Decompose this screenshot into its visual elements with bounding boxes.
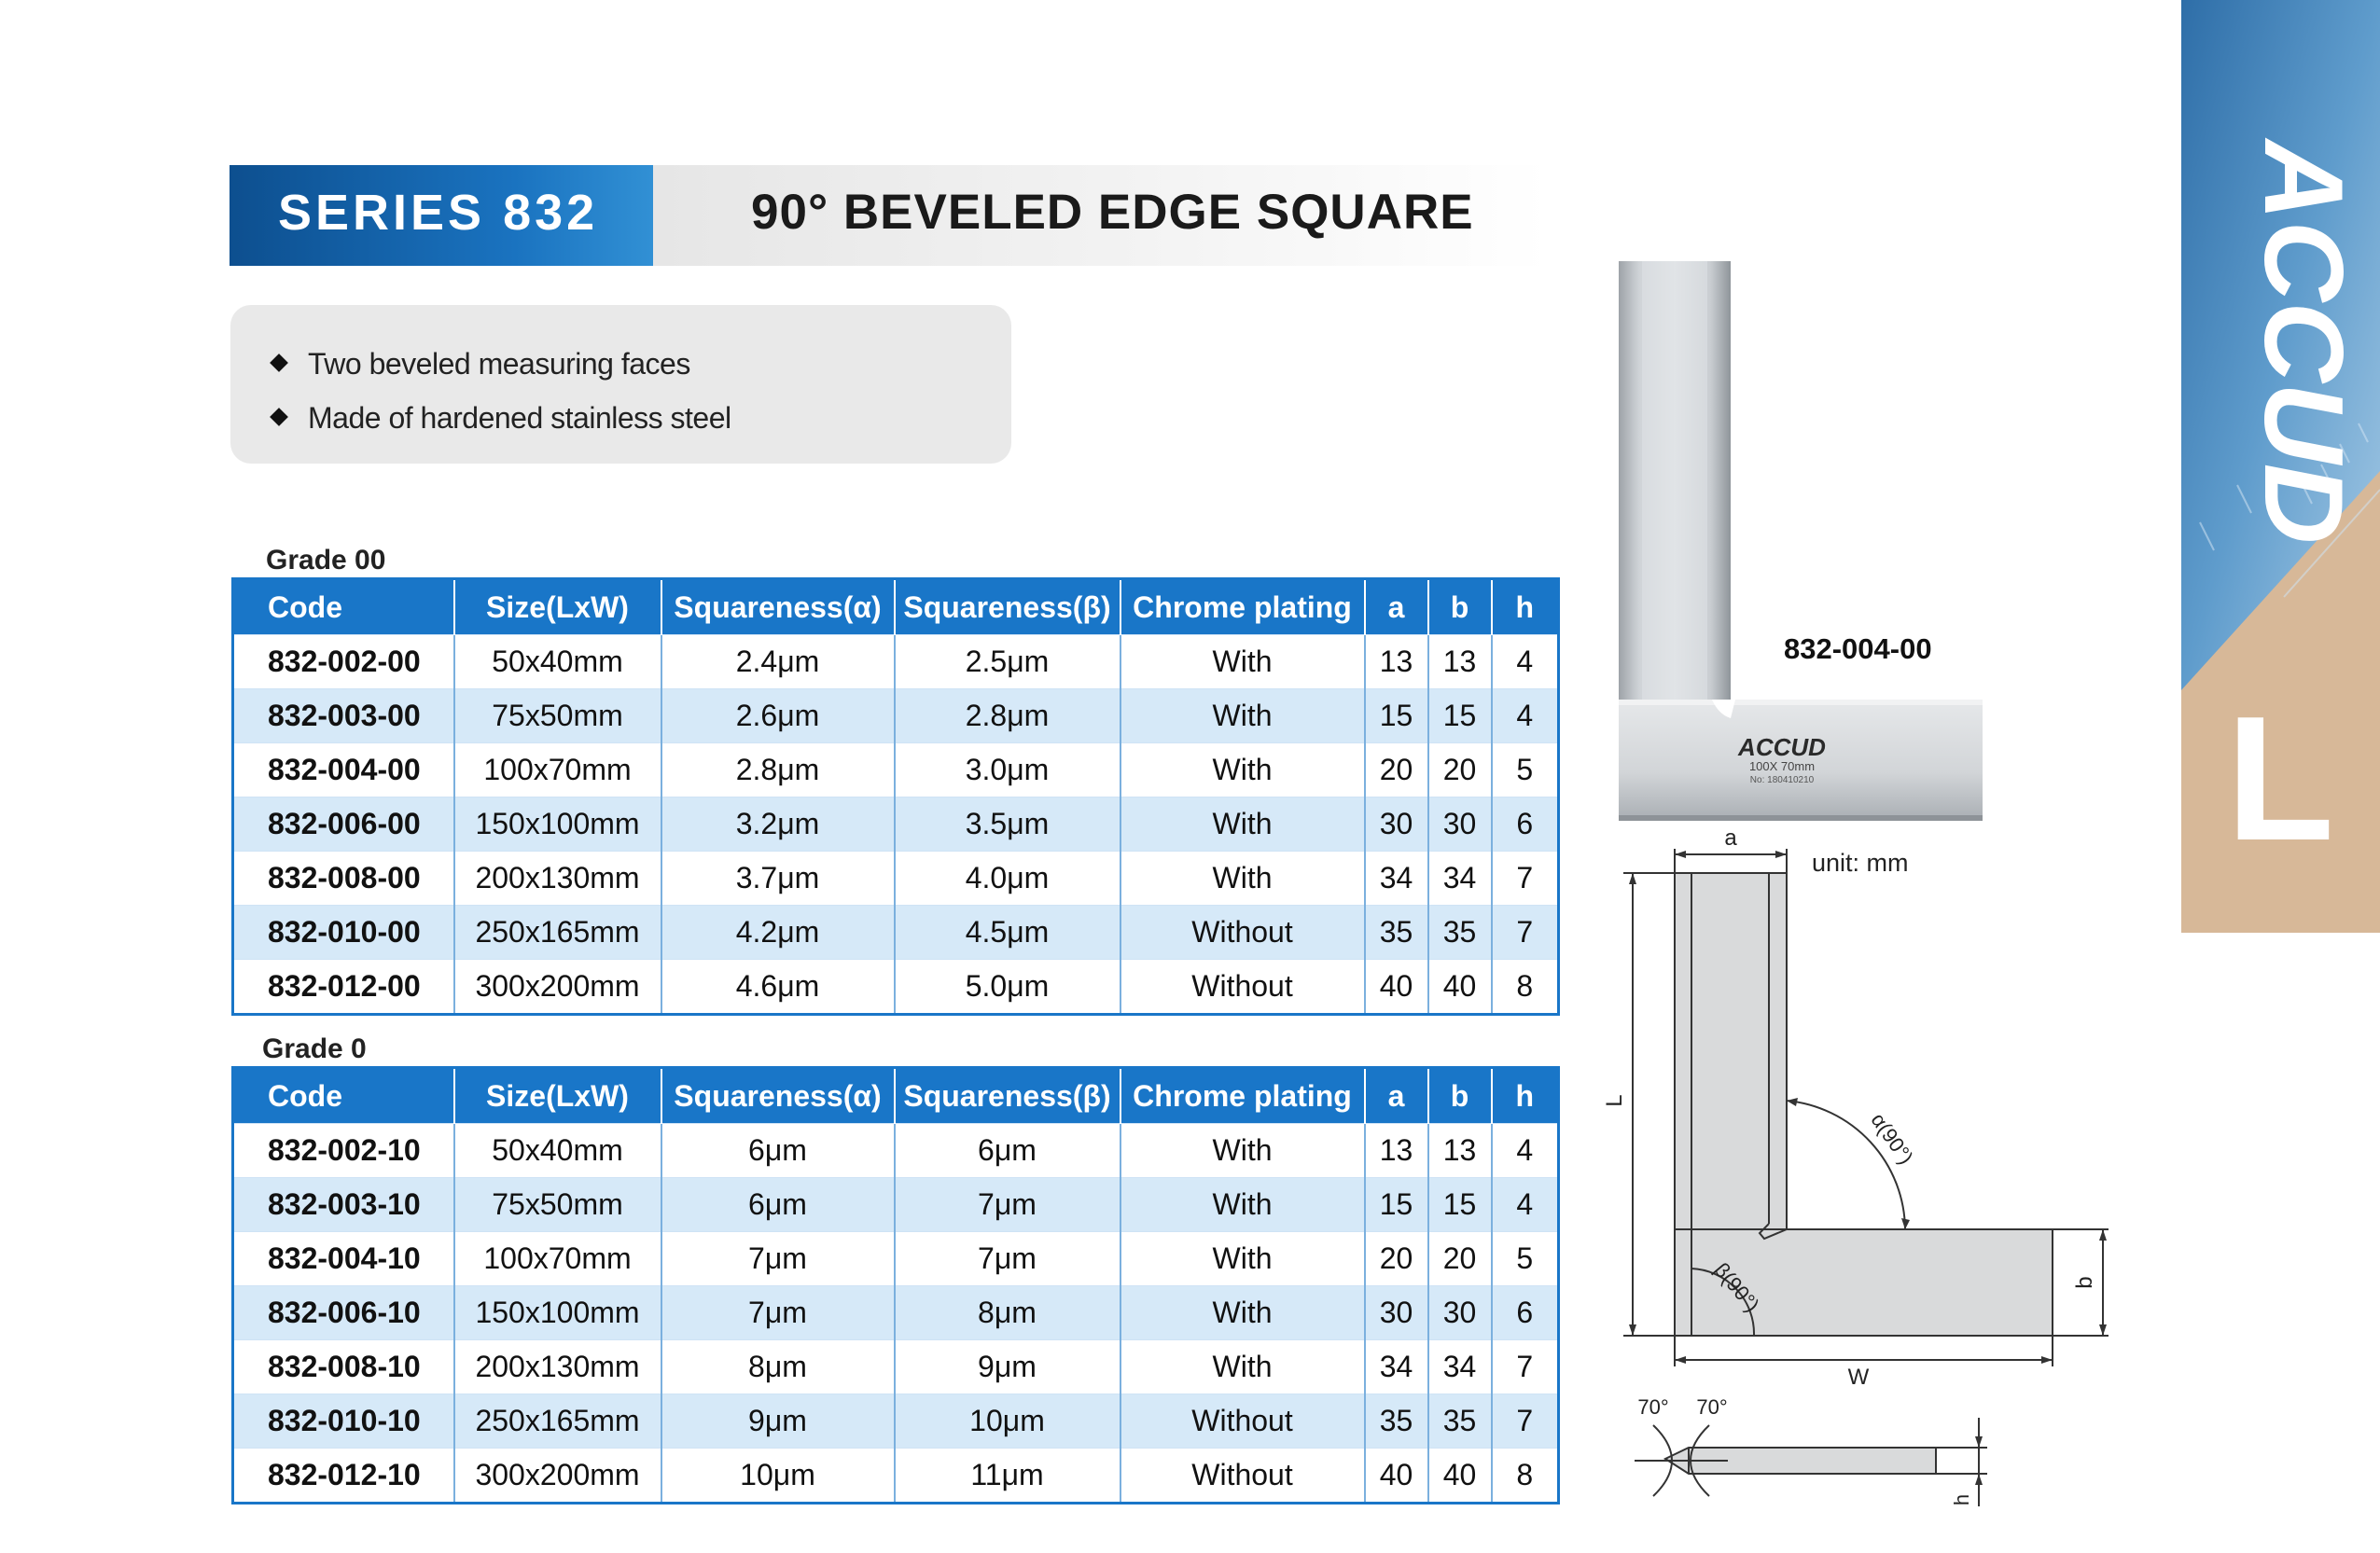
cell-squareness-beta: 2.5μm xyxy=(895,635,1120,689)
cell-dim-b: 20 xyxy=(1428,743,1492,797)
alpha-angle-label: α(90°) xyxy=(1866,1108,1918,1169)
column-header-squareness-beta: Squareness(β) xyxy=(895,1068,1120,1124)
cell-dim-b: 13 xyxy=(1428,635,1492,689)
table-row xyxy=(233,635,1559,689)
engraving-brand: ACCUD xyxy=(1738,733,1826,761)
cell-code: 832-003-00 xyxy=(233,689,454,743)
cell-chrome-plating: Without xyxy=(1120,906,1365,960)
cell-dim-h: 5 xyxy=(1492,1232,1559,1286)
cell-dim-b: 20 xyxy=(1428,1232,1492,1286)
cell-dim-h: 8 xyxy=(1492,960,1559,1015)
cell-chrome-plating: With xyxy=(1120,1178,1365,1232)
cell-squareness-beta: 10μm xyxy=(895,1394,1120,1449)
cell-size: 50x40mm xyxy=(454,1124,661,1178)
cell-dim-a: 35 xyxy=(1365,1394,1428,1449)
cell-dim-h: 7 xyxy=(1492,852,1559,906)
cell-chrome-plating: Without xyxy=(1120,960,1365,1015)
cell-squareness-beta: 9μm xyxy=(895,1340,1120,1394)
column-header-squareness-beta: Squareness(β) xyxy=(895,579,1120,635)
cell-dim-b: 40 xyxy=(1428,1449,1492,1504)
table-row xyxy=(233,1178,1559,1232)
cell-dim-a: 30 xyxy=(1365,797,1428,852)
cell-code: 832-004-10 xyxy=(233,1232,454,1286)
cell-dim-b: 15 xyxy=(1428,689,1492,743)
cell-squareness-beta: 2.8μm xyxy=(895,689,1120,743)
cell-code: 832-006-00 xyxy=(233,797,454,852)
table-row xyxy=(233,906,1559,960)
cell-squareness-alpha: 2.8μm xyxy=(661,743,895,797)
brand-logo-vertical: ACCUD xyxy=(2241,140,2366,545)
cell-chrome-plating: Without xyxy=(1120,1394,1365,1449)
cell-chrome-plating: With xyxy=(1120,743,1365,797)
column-header-size: Size(LxW) xyxy=(454,1068,661,1124)
column-header-size: Size(LxW) xyxy=(454,579,661,635)
cell-squareness-alpha: 4.2μm xyxy=(661,906,895,960)
feature-text: Two beveled measuring faces xyxy=(308,347,690,381)
cell-size: 75x50mm xyxy=(454,689,661,743)
cell-chrome-plating: With xyxy=(1120,1286,1365,1340)
cell-size: 100x70mm xyxy=(454,743,661,797)
cell-code: 832-006-10 xyxy=(233,1286,454,1340)
column-header-dim-a: a xyxy=(1365,1068,1428,1124)
cell-squareness-beta: 8μm xyxy=(895,1286,1120,1340)
feature-item xyxy=(272,391,1011,445)
cell-dim-a: 40 xyxy=(1365,960,1428,1015)
cell-squareness-alpha: 7μm xyxy=(661,1232,895,1286)
grade-00-table xyxy=(231,577,1560,1016)
cell-dim-b: 13 xyxy=(1428,1124,1492,1178)
diamond-bullet-icon xyxy=(270,408,288,426)
cell-size: 50x40mm xyxy=(454,635,661,689)
cell-size: 100x70mm xyxy=(454,1232,661,1286)
cell-chrome-plating: With xyxy=(1120,852,1365,906)
column-header-dim-h: h xyxy=(1492,1068,1559,1124)
grade-0-label: Grade 0 xyxy=(262,1033,367,1064)
feature-text: Made of hardened stainless steel xyxy=(308,401,731,435)
cell-dim-a: 15 xyxy=(1365,689,1428,743)
cell-dim-b: 34 xyxy=(1428,852,1492,906)
cell-squareness-beta: 7μm xyxy=(895,1232,1120,1286)
cell-code: 832-002-00 xyxy=(233,635,454,689)
cell-dim-h: 7 xyxy=(1492,1394,1559,1449)
cell-dim-h: 4 xyxy=(1492,1178,1559,1232)
cell-chrome-plating: With xyxy=(1120,1124,1365,1178)
cell-dim-b: 30 xyxy=(1428,1286,1492,1340)
cell-squareness-alpha: 6μm xyxy=(661,1178,895,1232)
cell-chrome-plating: With xyxy=(1120,689,1365,743)
cell-dim-b: 34 xyxy=(1428,1340,1492,1394)
cell-squareness-beta: 3.5μm xyxy=(895,797,1120,852)
feature-item xyxy=(272,337,1011,391)
diamond-bullet-icon xyxy=(270,354,288,372)
table-row xyxy=(233,1449,1559,1504)
table-row xyxy=(233,1286,1559,1340)
cell-squareness-alpha: 6μm xyxy=(661,1124,895,1178)
cell-chrome-plating: With xyxy=(1120,635,1365,689)
cell-dim-a: 35 xyxy=(1365,906,1428,960)
dim-h-label: h xyxy=(1950,1493,1973,1506)
table-row xyxy=(233,797,1559,852)
dim-L-label: L xyxy=(1602,1094,1627,1107)
cell-chrome-plating: With xyxy=(1120,1340,1365,1394)
table-row xyxy=(233,689,1559,743)
cell-size: 200x130mm xyxy=(454,1340,661,1394)
features-box xyxy=(230,305,1011,464)
cell-dim-a: 34 xyxy=(1365,1340,1428,1394)
cell-squareness-alpha: 4.6μm xyxy=(661,960,895,1015)
column-header-chrome-plating: Chrome plating xyxy=(1120,1068,1365,1124)
cell-squareness-alpha: 7μm xyxy=(661,1286,895,1340)
column-header-squareness-alpha: Squareness(α) xyxy=(661,1068,895,1124)
cell-squareness-alpha: 2.4μm xyxy=(661,635,895,689)
grade-00-label: Grade 00 xyxy=(266,545,386,575)
cell-dim-h: 7 xyxy=(1492,1340,1559,1394)
cell-squareness-beta: 7μm xyxy=(895,1178,1120,1232)
table-row xyxy=(233,1124,1559,1178)
cell-dim-a: 15 xyxy=(1365,1178,1428,1232)
cell-squareness-beta: 11μm xyxy=(895,1449,1120,1504)
table-row xyxy=(233,743,1559,797)
cell-size: 300x200mm xyxy=(454,960,661,1015)
cell-squareness-alpha: 8μm xyxy=(661,1340,895,1394)
section-letter: L xyxy=(2225,680,2335,878)
cell-chrome-plating: Without xyxy=(1120,1449,1365,1504)
cell-squareness-alpha: 10μm xyxy=(661,1449,895,1504)
cell-squareness-beta: 6μm xyxy=(895,1124,1120,1178)
table-row xyxy=(233,1340,1559,1394)
cell-chrome-plating: With xyxy=(1120,1232,1365,1286)
dim-a-label: a xyxy=(1724,825,1737,851)
cell-dim-h: 4 xyxy=(1492,635,1559,689)
cell-size: 150x100mm xyxy=(454,797,661,852)
column-header-chrome-plating: Chrome plating xyxy=(1120,579,1365,635)
cell-dim-a: 13 xyxy=(1365,1124,1428,1178)
engraving-size: 100X 70mm xyxy=(1748,759,1816,773)
dim-W-label: W xyxy=(1847,1365,1870,1390)
cell-dim-b: 35 xyxy=(1428,906,1492,960)
table-row xyxy=(233,852,1559,906)
cell-size: 300x200mm xyxy=(454,1449,661,1504)
cell-squareness-beta: 4.0μm xyxy=(895,852,1120,906)
cell-dim-h: 6 xyxy=(1492,1286,1559,1340)
cell-code: 832-004-00 xyxy=(233,743,454,797)
unit-label: unit: mm xyxy=(1812,849,1909,877)
cell-dim-a: 40 xyxy=(1365,1449,1428,1504)
page-title: 90° BEVELED EDGE SQUARE xyxy=(751,185,1474,240)
cell-dim-h: 4 xyxy=(1492,1124,1559,1178)
cell-dim-h: 7 xyxy=(1492,906,1559,960)
cell-dim-h: 6 xyxy=(1492,797,1559,852)
cell-dim-b: 15 xyxy=(1428,1178,1492,1232)
technical-drawing xyxy=(1602,821,2136,1511)
table-row xyxy=(233,960,1559,1015)
cell-code: 832-010-00 xyxy=(233,906,454,960)
column-header-code: Code xyxy=(233,579,454,635)
cell-size: 75x50mm xyxy=(454,1178,661,1232)
angle-left-label: 70° xyxy=(1637,1395,1669,1419)
cell-dim-a: 30 xyxy=(1365,1286,1428,1340)
cell-dim-b: 30 xyxy=(1428,797,1492,852)
cell-dim-a: 20 xyxy=(1365,1232,1428,1286)
cell-dim-b: 35 xyxy=(1428,1394,1492,1449)
brand-side-panel xyxy=(2181,0,2380,933)
cell-dim-h: 4 xyxy=(1492,689,1559,743)
column-header-dim-a: a xyxy=(1365,579,1428,635)
column-header-squareness-alpha: Squareness(α) xyxy=(661,579,895,635)
cell-squareness-beta: 5.0μm xyxy=(895,960,1120,1015)
series-label: SERIES 832 xyxy=(278,185,599,241)
column-header-dim-b: b xyxy=(1428,579,1492,635)
column-header-dim-b: b xyxy=(1428,1068,1492,1124)
table-row xyxy=(233,1232,1559,1286)
cell-dim-a: 13 xyxy=(1365,635,1428,689)
cell-size: 250x165mm xyxy=(454,906,661,960)
product-photo xyxy=(1614,252,1987,830)
cell-dim-a: 20 xyxy=(1365,743,1428,797)
cell-squareness-alpha: 3.2μm xyxy=(661,797,895,852)
cell-code: 832-012-10 xyxy=(233,1449,454,1504)
cell-code: 832-003-10 xyxy=(233,1178,454,1232)
cell-code: 832-002-10 xyxy=(233,1124,454,1178)
table-header-row xyxy=(233,1068,1559,1124)
table-row xyxy=(233,1394,1559,1449)
cell-size: 250x165mm xyxy=(454,1394,661,1449)
cell-dim-h: 5 xyxy=(1492,743,1559,797)
engraving-number: No: 180410210 xyxy=(1749,775,1815,785)
cell-code: 832-008-10 xyxy=(233,1340,454,1394)
cell-size: 150x100mm xyxy=(454,1286,661,1340)
cell-code: 832-010-10 xyxy=(233,1394,454,1449)
table-header-row xyxy=(233,579,1559,635)
cell-size: 200x130mm xyxy=(454,852,661,906)
beta-angle-label: β(90°) xyxy=(1709,1257,1764,1317)
cell-dim-a: 34 xyxy=(1365,852,1428,906)
product-code-label: 832-004-00 xyxy=(1784,632,1932,665)
grade-0-table xyxy=(231,1066,1560,1504)
column-header-dim-h: h xyxy=(1492,579,1559,635)
cell-squareness-beta: 3.0μm xyxy=(895,743,1120,797)
cell-dim-b: 40 xyxy=(1428,960,1492,1015)
cell-code: 832-008-00 xyxy=(233,852,454,906)
column-header-code: Code xyxy=(233,1068,454,1124)
cell-dim-h: 8 xyxy=(1492,1449,1559,1504)
cell-squareness-beta: 4.5μm xyxy=(895,906,1120,960)
cell-squareness-alpha: 9μm xyxy=(661,1394,895,1449)
cell-squareness-alpha: 2.6μm xyxy=(661,689,895,743)
dim-b-label: b xyxy=(2072,1276,2097,1289)
cell-code: 832-012-00 xyxy=(233,960,454,1015)
cell-squareness-alpha: 3.7μm xyxy=(661,852,895,906)
angle-right-label: 70° xyxy=(1696,1395,1728,1419)
cell-chrome-plating: With xyxy=(1120,797,1365,852)
